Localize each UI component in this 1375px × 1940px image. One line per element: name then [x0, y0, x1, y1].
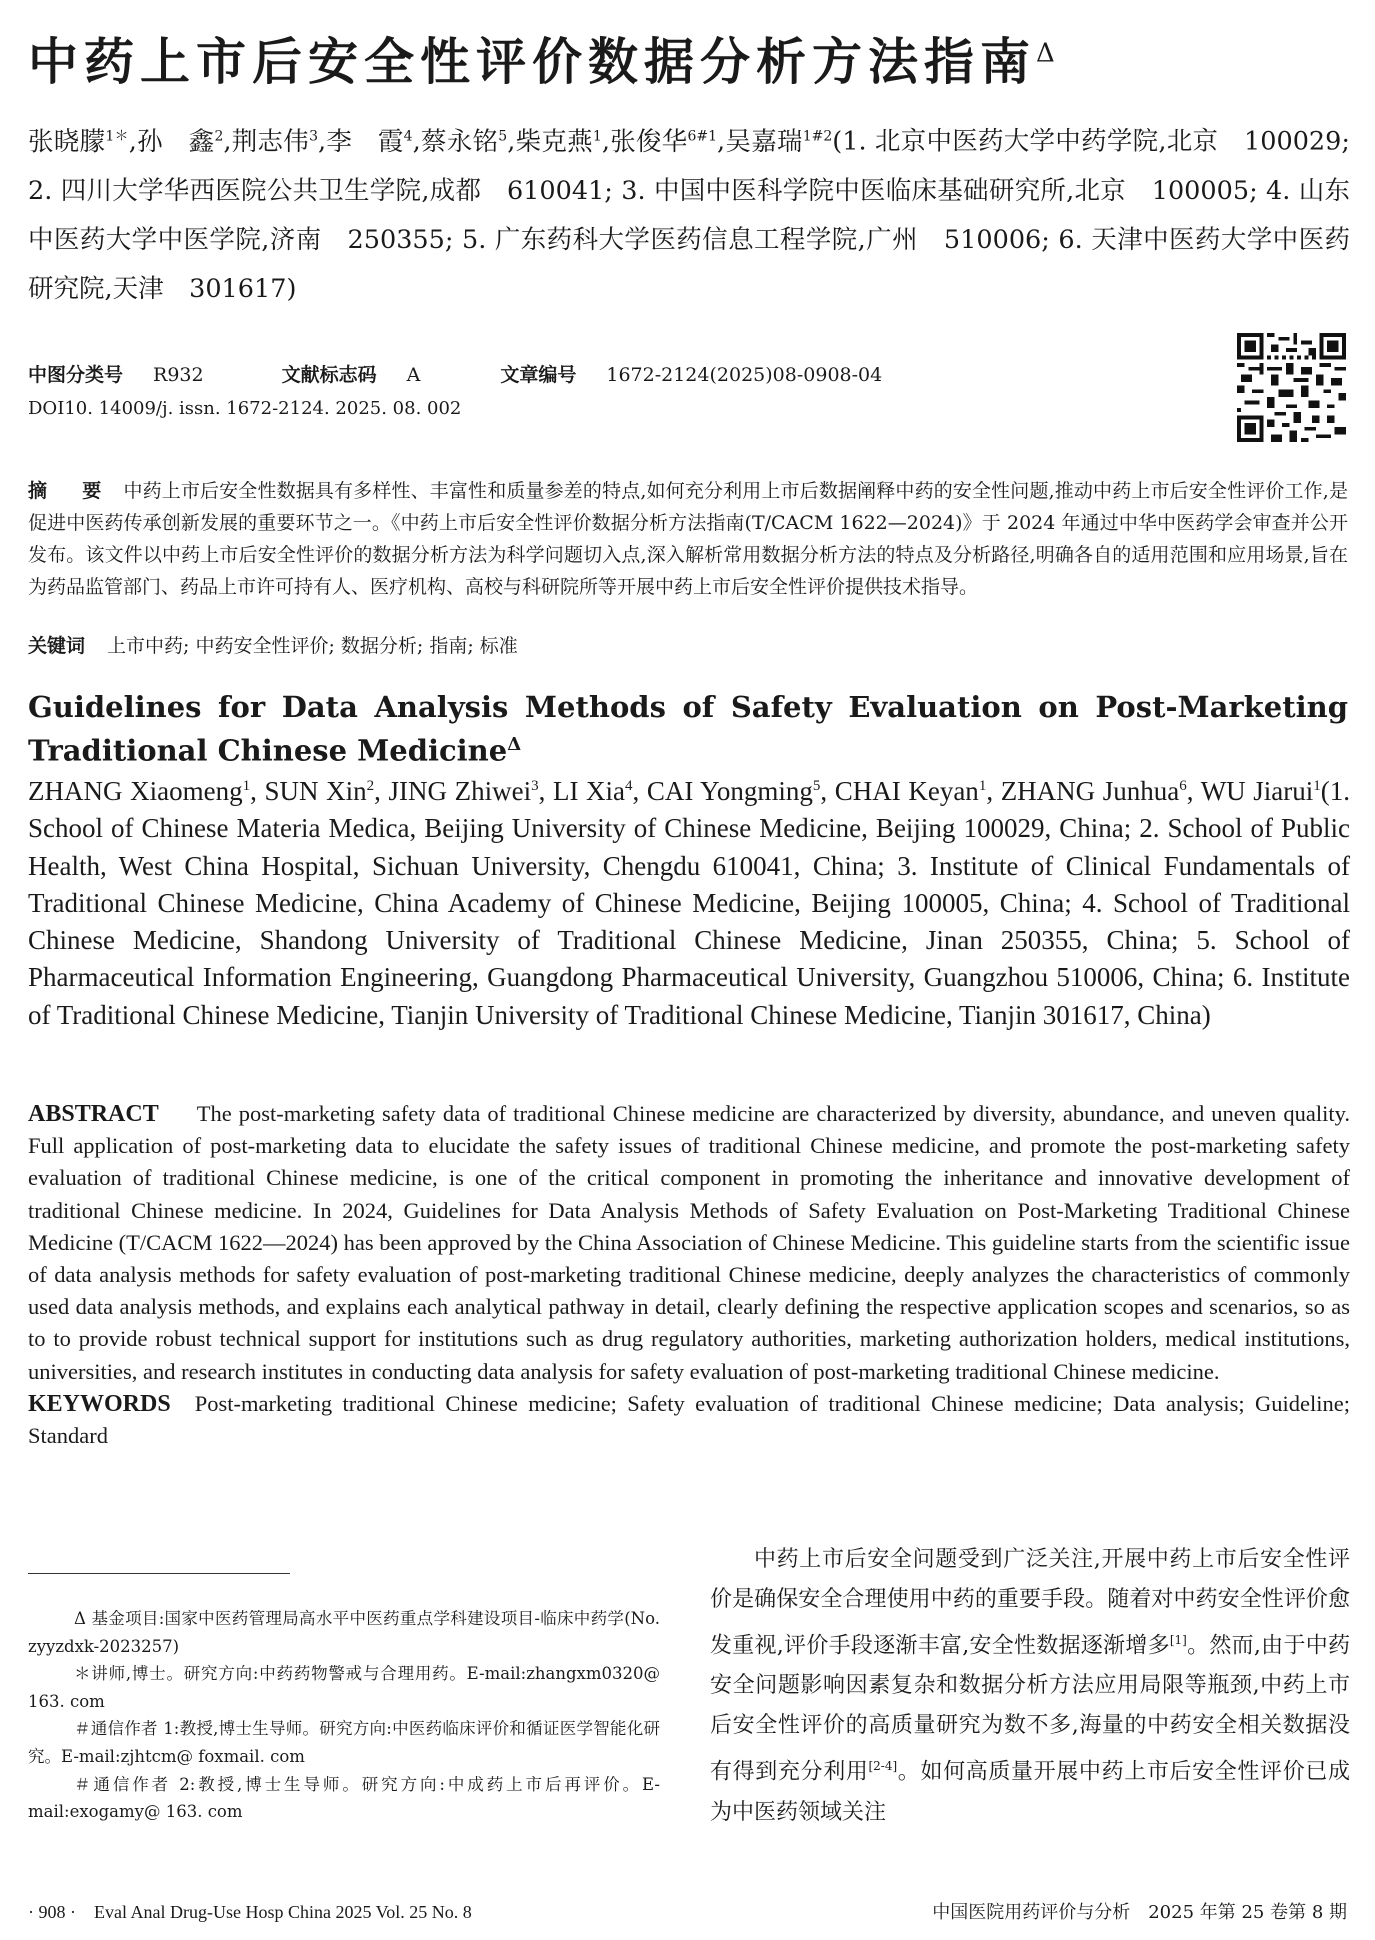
author: 柴克燕$^1$	[515, 126, 602, 157]
chinese-title	[28, 22, 1348, 94]
doi-label: DOI	[28, 398, 65, 419]
english-title	[28, 688, 1348, 770]
english-author-block: ZHANG Xiaomeng$^1$, SUN Xin$^2$, JING Zhiwei$^3$, LI Xia$^4$, CAI Yongming$^5$, CHAI Keyan$^1$, ZHANG Junhua$^6$, WU Jiarui$^1$(1. School of Chinese Materia Medica, Beijing University of Chinese Medicine, Beijing 100029, China; 2. School of Public Health, West China Hospital, Sichuan University, Chengdu 610041, China; 3. Institute of Clinical Fundamentals of Traditional Chinese Medicine, China Academy of Chinese Medicine, Beijing 100005, China; 4. School of Traditional Chinese Medicine, Shandong University of Traditional Chinese Medicine, Jinan 250355, China; 5. School of Pharmaceutical Information Engineering, Guangdong Pharmaceutical University, Guangzhou 510006, China; 6. Institute of Traditional Chinese Medicine, Tianjin University of Traditional Chinese Medicine, Tianjin 301617, China)	[28, 776, 1351, 1030]
english-abstract	[28, 1098, 1350, 1452]
body-paragraph: 中药上市后安全问题受到广泛关注,开展中药上市后安全性评价是确保安全合理使用中药的重要手段。随着对中药安全性评价愈发重视,评价手段逐渐丰富,安全性数据逐渐增多[1]。然而,由于中药安全问题影响因素复杂和数据分析方法应用局限等瓶颈,中药上市后安全性评价的高质量研究为数不多,海量的中药安全相关数据没有得到充分利用[2-4]。如何高质量开展中药上市后安全性评价已成为中医药领域关注	[710, 1547, 1350, 1825]
english-title-text: Guidelines for Data Analysis Methods of Safety Evaluation on Post-Marketing Traditional Chinese Medicine	[28, 690, 1348, 768]
author: 张俊华$^{6\#1}$	[609, 126, 718, 157]
citation-link[interactable]: [2-4]	[868, 1759, 898, 1774]
author: CHAI Keyan$^1$	[834, 776, 987, 806]
chinese-keywords-text: 上市中药; 中药安全性评价; 数据分析; 指南; 标准	[107, 635, 518, 657]
doc-code-value: A	[406, 364, 421, 386]
english-affiliations: (1. School of Chinese Materia Medica, Beijing University of Chinese Medicine, Beijing 100029, China; 2. School of Public Health, West China Hospital, Sichuan University, Chengdu 610041, China; 3. Institute of Clinical Fundamentals of Traditional Chinese Medicine, China Academy of Chinese Medicine, Beijing 100005, China; 4. School of Traditional Chinese Medicine, Shandong University of Traditional Chinese Medicine, Jinan 250355, China; 5. School of Pharmaceutical Information Engineering, Guangdong Pharmaceutical University, Guangzhou 510006, China; 6. Institute of Traditional Chinese Medicine, Tianjin University of Traditional Chinese Medicine, Tianjin 301617, China)	[28, 776, 1351, 1030]
chinese-abstract-label: 摘 要	[28, 480, 110, 502]
doi-value: 10. 14009/j. issn. 1672-2124. 2025. 08. 002	[64, 398, 462, 419]
author: SUN Xin$^2$	[264, 776, 375, 806]
doc-code-label: 文献标志码	[281, 364, 377, 386]
qr-code-icon[interactable]	[1237, 333, 1346, 442]
footnotes	[28, 1605, 660, 1826]
clc-value: R932	[153, 364, 204, 386]
author: 荆志伟$^3$	[231, 126, 318, 157]
chinese-title-footnote-mark: Δ	[1036, 38, 1055, 69]
classification-row	[28, 360, 882, 387]
chinese-author-block: 张晓朦$^{1*}$,孙 鑫$^2$,荆志伟$^3$,李 霞$^4$,蔡永铭$^5$,柴克燕$^1$,张俊华$^{6\#1}$,吴嘉瑞$^{1\#2}$(1. 北京中医药大学中药学院,北京 100029; 2. 四川大学华西医院公共卫生学院,成都 610041; 3. 中国中医科学院中医临床基础研究所,北京 100005; 4. 山东中医药大学中医学院,济南 250355; 5. 广东药科大学医药信息工程学院,广州 510006; 6. 天津中医药大学中医药研究院,天津 301617)	[28, 126, 1350, 304]
author: 蔡永铭$^5$	[420, 126, 508, 157]
english-title-footnote-mark: Δ	[507, 734, 522, 755]
english-keywords-text: Post-marketing traditional Chinese medicine; Safety evaluation of traditional Chinese medicine; Data analysis; Guideline; Standard	[28, 1390, 1350, 1449]
clc-label: 中图分类号	[28, 364, 124, 386]
citation-link[interactable]: [1]	[1169, 1633, 1187, 1647]
footnote-corresponding-author-2: ＃通信作者 2:教授,博士生导师。研究方向:中成药上市后再评价。E-mail:exogamy@ 163. com	[28, 1774, 660, 1822]
author: LI Xia$^4$	[552, 776, 633, 806]
chinese-title-text: 中药上市后安全性评价数据分析方法指南	[28, 32, 1036, 91]
author: 孙 鑫$^2$	[136, 126, 224, 157]
author: 李 霞$^4$	[326, 126, 413, 157]
footer-page-info-chinese: 中国医院用药评价与分析 2025 年第 25 卷第 8 期	[932, 1902, 1347, 1923]
footnote-first-author: ＊讲师,博士。研究方向:中药药物警戒与合理用药。E-mail:zhangxm0320@ 163. com	[28, 1664, 660, 1711]
author: WU Jiarui$^1$	[1200, 776, 1321, 806]
author: 吴嘉瑞$^{1\#2}$	[725, 126, 833, 157]
english-abstract-text: The post-marketing safety data of traditional Chinese medicine are characterized by diversity, abundance, and uneven quality. Full application of post-marketing data to elucidate the safety issues of traditional Chinese medicine, and promote the post-marketing safety evaluation of traditional Chinese medicine, is one of the critical component in promoting the inheritance and innovative development of traditional Chinese medicine. In 2024, Guidelines for Data Analysis Methods of Safety Evaluation on Post-Marketing Traditional Chinese Medicine (T/CACM 1622—2024) has been approved by the China Association of Chinese Medicine. This guideline starts from the scientific issue of data analysis methods for safety evaluation of post-marketing traditional Chinese medicine, deeply analyzes the characteristics of commonly used data analysis methods, and explains each analytical pathway in detail, clearly defining the respective application scopes and scenarios, so as to to provide robust technical support for institutions such as drug regulatory authorities, marketing authorization holders, medical institutions, universities, and research institutes in conducting data analysis for safety evaluation of post-marketing traditional Chinese medicine.	[28, 1101, 1350, 1384]
article-number-label: 文章编号	[500, 364, 577, 386]
article-number-value: 1672-2124(2025)08-0908-04	[606, 364, 883, 386]
footnote-corresponding-author-1: ＃通信作者 1:教授,博士生导师。研究方向:中医药临床评价和循证医学智能化研究。E-mail:zjhtcm@ foxmail. com	[28, 1719, 660, 1766]
footer-page-info-english: · 908 · Eval Anal Drug-Use Hosp China 2025 Vol. 25 No. 8	[28, 1902, 472, 1922]
author: ZHANG Xiaomeng$^1$	[28, 776, 251, 806]
english-keywords-label: KEYWORDS	[28, 1390, 171, 1417]
chinese-abstract	[28, 475, 1348, 603]
chinese-abstract-text: 中药上市后安全性数据具有多样性、丰富性和质量参差的特点,如何充分利用上市后数据阐释中药的安全性问题,推动中药上市后安全性评价工作,是促进中医药传承创新发展的重要环节之一。《中药上市后安全性评价数据分析方法指南(T/CACM 1622—2024)》于 2024 年通过中华中医药学会审查并公开发布。该文件以中药上市后安全性评价的数据分析方法为科学问题切入点,深入解析常用数据分析方法的特点及分析路径,明确各自的适用范围和应用场景,旨在为药品监管部门、药品上市许可持有人、医疗机构、高校与科研院所等开展中药上市后安全性评价提供技术指导。	[28, 480, 1348, 598]
chinese-keywords-label: 关键词	[28, 635, 86, 657]
author: ZHANG Junhua$^6$	[1000, 776, 1187, 806]
author: CAI Yongming$^5$	[646, 776, 821, 806]
english-abstract-label: ABSTRACT	[28, 1101, 159, 1127]
body-text-column	[710, 1540, 1350, 1833]
chinese-keywords	[28, 630, 1348, 662]
doi-row	[28, 398, 461, 419]
author: 张晓朦$^{1*}$	[28, 126, 129, 157]
footnote-funding: Δ 基金项目:国家中医药管理局高水平中医药重点学科建设项目-临床中药学(No. zyyzdxk-2023257)	[28, 1609, 660, 1656]
author: JING Zhiwei$^3$	[388, 776, 539, 806]
chinese-affiliations: (1. 北京中医药大学中药学院,北京 100029; 2. 四川大学华西医院公共卫生学院,成都 610041; 3. 中国中医科学院中医临床基础研究所,北京 100005; 4. 山东中医药大学中医学院,济南 250355; 5. 广东药科大学医药信息工程学院,广州 510006; 6. 天津中医药大学中医药研究院,天津 301617)	[28, 126, 1350, 304]
footnote-divider	[28, 1573, 290, 1574]
